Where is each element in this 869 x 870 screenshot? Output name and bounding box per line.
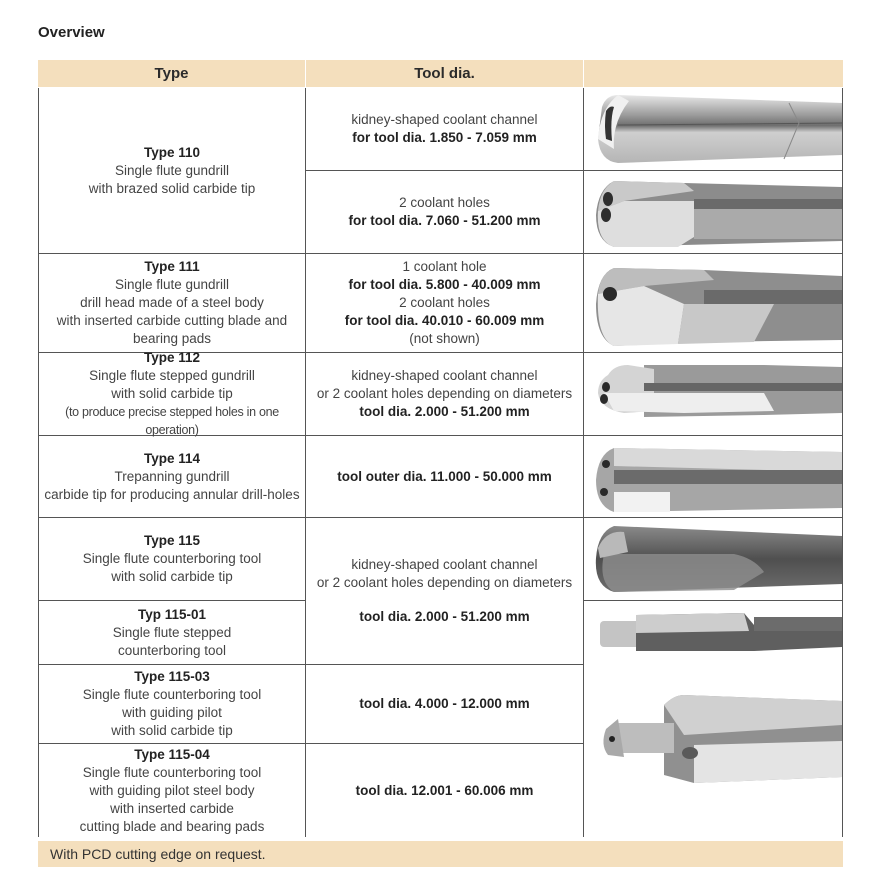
dia-note: kidney-shaped coolant channel xyxy=(351,368,538,383)
type-desc: bearing pads xyxy=(132,331,212,346)
dia-range: tool dia. 4.000 - 12.000 mm xyxy=(359,696,530,711)
type-desc: counterboring tool xyxy=(117,642,227,658)
type-name: Type 114 xyxy=(143,450,201,466)
type-desc: with inserted carbide cutting blade and xyxy=(56,313,288,328)
dia-range: for tool dia. 7.060 - 51.200 mm xyxy=(348,213,541,228)
dia-note: 2 coolant holes xyxy=(399,195,490,210)
type-desc: with inserted carbide xyxy=(110,801,234,816)
type-desc: Single flute stepped xyxy=(112,624,232,640)
footer-note: With PCD cutting edge on request. xyxy=(38,841,843,867)
dia-range: tool dia. 2.000 - 51.200 mm xyxy=(359,609,530,624)
dia-note: or 2 coolant holes depending on diameters xyxy=(316,575,573,590)
page-title: Overview xyxy=(38,24,105,41)
dia-range: for tool dia. 5.800 - 40.009 mm xyxy=(348,277,541,292)
dia-cell-110a xyxy=(306,88,583,170)
dia-cell-111 xyxy=(306,254,583,352)
dia-range: tool dia. 2.000 - 51.200 mm xyxy=(359,404,530,419)
dia-cell-115-shared xyxy=(306,518,583,664)
gundrill-kidney-channel-image xyxy=(584,89,842,170)
type-desc: Trepanning gundrill xyxy=(114,468,230,484)
type-112-stepped-drill-image xyxy=(584,353,842,435)
type-115-counterboring-tool-image xyxy=(584,518,842,600)
type-115-01-stepped-counterboring-image xyxy=(584,601,842,664)
type-name: Type 111 xyxy=(144,259,200,274)
type-name: Type 112 xyxy=(143,350,201,365)
type-desc: with brazed solid carbide tip xyxy=(88,180,256,196)
gundrill-2-coolant-holes-image xyxy=(584,171,842,253)
type-desc: with solid carbide tip xyxy=(111,723,233,738)
dia-note: kidney-shaped coolant channel xyxy=(351,112,538,127)
type-name: Typ 115-01 xyxy=(137,606,207,622)
type-cell-115-03 xyxy=(39,665,305,743)
type-desc: with guiding pilot steel body xyxy=(89,783,255,798)
dia-note: 2 coolant holes xyxy=(399,295,490,310)
dia-cell-112 xyxy=(306,353,583,435)
dia-cell-110b xyxy=(306,171,583,253)
type-114-trepanning-drill-image xyxy=(584,436,842,517)
type-cell-115 xyxy=(39,518,305,600)
dia-cell-115-03 xyxy=(306,665,583,743)
dia-note: 1 coolant hole xyxy=(402,259,487,274)
type-desc: Single flute counterboring tool xyxy=(82,551,262,566)
type-desc: drill head made of a steel body xyxy=(80,295,264,310)
type-name: Type 115 xyxy=(143,533,201,548)
header-tool-dia: Tool dia. xyxy=(306,60,583,87)
type-cell-112 xyxy=(39,350,305,437)
dia-note: kidney-shaped coolant channel xyxy=(351,557,538,572)
grid-line xyxy=(842,88,843,837)
type-115-03-04-pilot-counterboring-image xyxy=(584,665,842,837)
type-desc: carbide tip for producing annular drill-holes xyxy=(44,486,300,502)
dia-range: tool dia. 12.001 - 60.006 mm xyxy=(355,783,534,798)
type-cell-115-01 xyxy=(39,601,305,664)
type-desc: Single flute gundrill xyxy=(114,162,230,178)
type-desc: Single flute gundrill xyxy=(114,277,230,292)
type-cell-115-04 xyxy=(39,744,305,838)
type-desc: Single flute counterboring tool xyxy=(82,687,262,702)
dia-range: tool outer dia. 11.000 - 50.000 mm xyxy=(337,468,552,484)
type-111-drill-head-image xyxy=(584,254,842,352)
type-cell-110 xyxy=(39,88,305,253)
type-desc: (to produce precise stepped holes in one operation) xyxy=(65,405,279,437)
type-cell-111 xyxy=(39,254,305,352)
type-name: Type 110 xyxy=(143,144,201,160)
header-type: Type xyxy=(38,60,305,87)
header-image xyxy=(584,60,843,87)
type-desc: cutting blade and bearing pads xyxy=(79,819,265,834)
dia-cell-114 xyxy=(306,436,583,517)
type-desc: Single flute stepped gundrill xyxy=(89,368,255,383)
type-name: Type 115-03 xyxy=(134,669,210,684)
type-desc: Single flute counterboring tool xyxy=(82,765,262,780)
type-name: Type 115-04 xyxy=(134,747,210,762)
dia-range: for tool dia. 1.850 - 7.059 mm xyxy=(352,130,537,145)
dia-range: for tool dia. 40.010 - 60.009 mm xyxy=(344,313,545,328)
type-desc: with solid carbide tip xyxy=(111,386,233,401)
dia-cell-115-04 xyxy=(306,744,583,838)
type-desc: with solid carbide tip xyxy=(111,569,233,584)
dia-note: or 2 coolant holes depending on diameters xyxy=(316,386,573,401)
type-desc: with guiding pilot xyxy=(122,705,222,720)
dia-note: (not shown) xyxy=(409,331,480,346)
type-cell-114 xyxy=(39,436,305,517)
